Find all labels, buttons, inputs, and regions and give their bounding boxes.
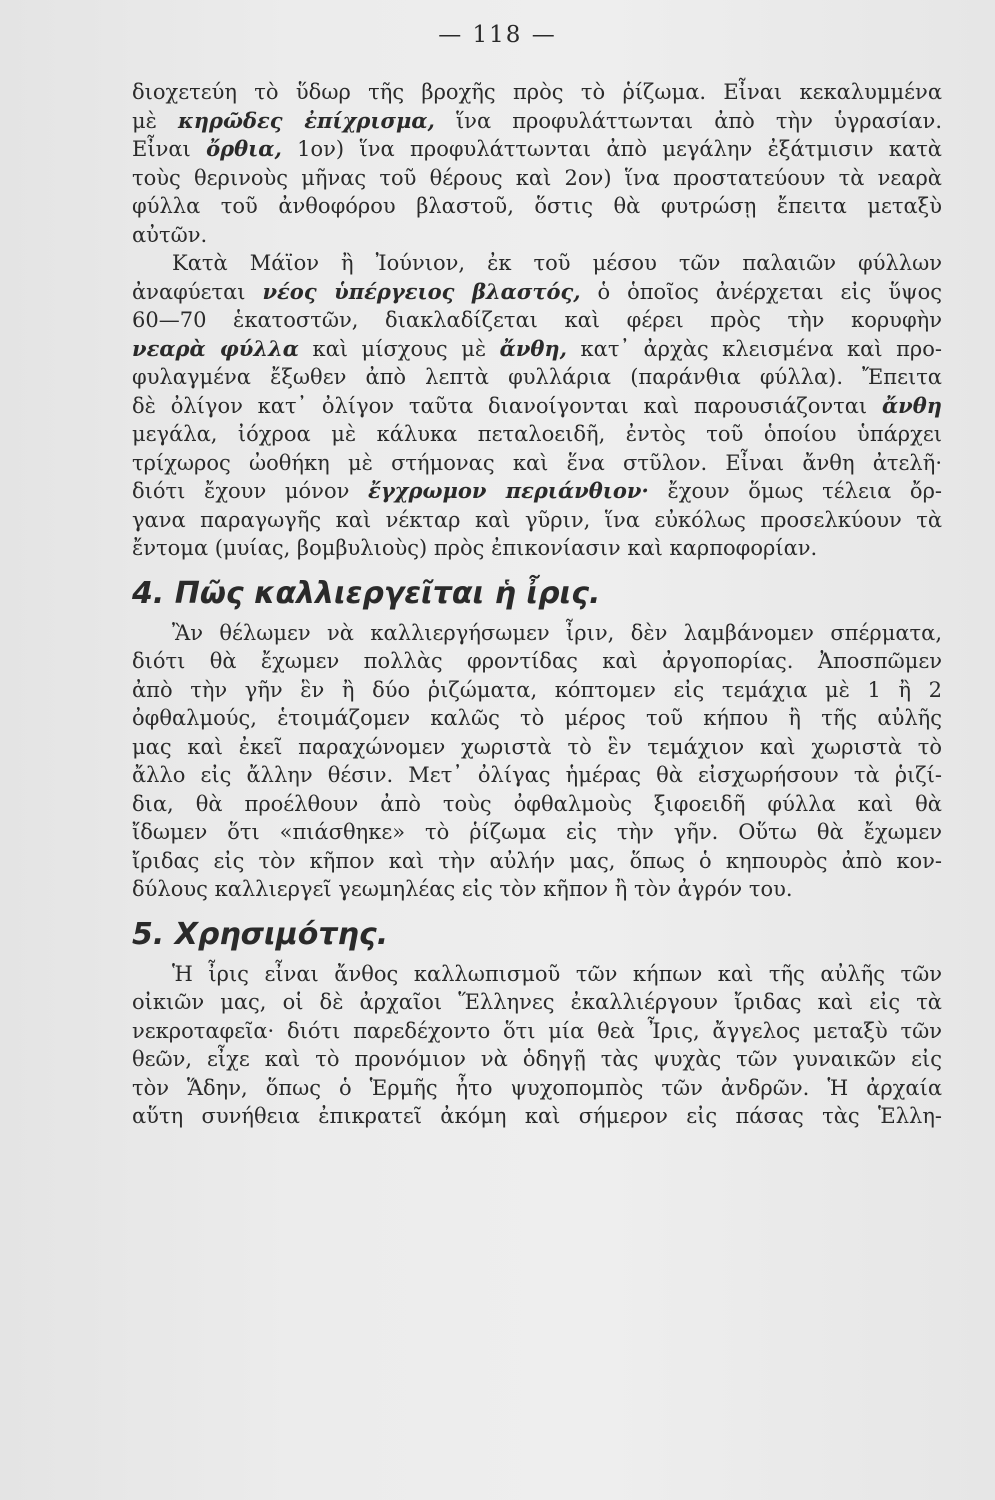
text-line: τρίχωρος ὠοθήκη μὲ στήμονας καὶ ἕνα στῦλον. Εἶναι ἄνθη ἀτελῆ· (132, 450, 942, 475)
text-line: αὕτη συνήθεια ἐπικρατεῖ ἀκόμη καὶ σήμερον εἰς πάσας τὰς Ἑλλη- (132, 1104, 942, 1128)
text-line: ἔντομα (μυίας, βομβυλιοὺς) πρὸς ἐπικονίασιν καὶ καρποφορίαν. (132, 536, 818, 560)
page-number: — 118 — (438, 22, 557, 48)
text-line: οἰκιῶν μας, οἱ δὲ ἀρχαῖοι Ἕλληνες ἐκαλλιέργουν ἴριδας καὶ εἰς τὰ (132, 990, 942, 1014)
text-line: αὐτῶν. (132, 222, 208, 247)
text-line: μεγάλα, ἰόχροα μὲ κάλυκα πεταλοειδῆ, ἐντὸς τοῦ ὁποίου ὑπάρχει (132, 422, 942, 446)
paragraph-flowering-stem (132, 249, 942, 563)
text-line: ἄλλο εἰς ἄλλην θέσιν. Μετ᾿ ὀλίγας ἡμέρας θὰ εἰσχωρήσουν τὰ ῥιζί- (132, 763, 942, 787)
emphasis-term: ἄνθη, (499, 335, 567, 361)
text-line: φυλαγμένα ἔξωθεν ἀπὸ λεπτὰ φυλλάρια (παράνθια φύλλα). Ἔπειτα (132, 365, 942, 389)
paragraph-leaf-description (132, 78, 942, 249)
text-line: διοχετεύη τὸ ὕδωρ τῆς βροχῆς πρὸς τὸ ῥίζωμα. Εἶναι κεκαλυμμένα (132, 80, 942, 104)
emphasis-term: ἄνθη (881, 392, 942, 418)
text-line: δια, θὰ προέλθουν ἀπὸ τοὺς ὀφθαλμοὺς ξιφοειδῆ φύλλα καὶ θὰ (132, 791, 942, 816)
text-line: ὀφθαλμούς, ἑτοιμάζομεν καλῶς τὸ μέρος τοῦ κήπου ἢ τῆς αὐλῆς (132, 706, 942, 730)
text-line: νεκροταφεῖα· διότι παρεδέχοντο ὅτι μία θεὰ Ἶρις, ἄγγελος μεταξὺ τῶν (132, 1018, 942, 1043)
emphasis-term: νέος ὑπέργειος βλαστός, (262, 278, 581, 304)
text-line: Ἂν θέλωμεν νὰ καλλιεργήσωμεν ἶριν, δὲν λαμβάνομεν σπέρματα, (172, 620, 942, 645)
paragraph-cultivation (132, 619, 942, 904)
text-line: ἴδωμεν ὅτι «πιάσθηκε» τὸ ῥίζωμα εἰς τὴν γῆν. Οὕτω θὰ ἔχωμεν (132, 820, 942, 844)
emphasis-term: νεαρὰ φύλλα (132, 335, 299, 361)
text-line: μὲ κηρῶδες ἐπίχρισμα, ἵνα προφυλάττωνται ἀπὸ τὴν ὑγρασίαν. (132, 107, 942, 133)
text-line: ἀπὸ τὴν γῆν ἓν ἢ δύο ῥιζώματα, κόπτομεν εἰς τεμάχια μὲ 1 ἢ 2 (132, 677, 942, 702)
text-line: γανα παραγωγῆς καὶ νέκταρ καὶ γῦριν, ἵνα εὐκόλως προσελκύουν τὰ (132, 507, 942, 532)
text-line: Εἶναι ὄρθια, 1ον) ἵνα προφυλάττωνται ἀπὸ μεγάλην ἐξάτμισιν κατὰ (132, 136, 942, 161)
section-heading-usefulness: 5. Χρησιμότης. (132, 916, 389, 952)
text-line: 60—70 ἑκατοστῶν, διακλαδίζεται καὶ φέρει πρὸς τὴν κορυφὴν (132, 308, 942, 332)
text-line: δύλους καλλιεργεῖ γεωμηλέας εἰς τὸν κῆπον ἢ τὸν ἀγρόν του. (132, 877, 793, 901)
section-heading-cultivation: 4. Πῶς καλλιεργεῖται ἡ ἶρις. (132, 575, 601, 611)
text-line: νεαρὰ φύλλα καὶ μίσχους μὲ ἄνθη, κατ᾿ ἀρχὰς κλεισμένα καὶ προ- (132, 335, 942, 361)
text-line: ἴριδας εἰς τὸν κῆπον καὶ τὴν αὐλήν μας, ὅπως ὁ κηπουρὸς ἀπὸ κον- (132, 848, 942, 873)
emphasis-term: ἔγχρωμον περιάνθιον· (368, 478, 649, 503)
emphasis-term: ὄρθια, (206, 136, 282, 161)
text-line: διότι θὰ ἔχωμεν πολλὰς φροντίδας καὶ ἀργοπορίας. Ἀποσπῶμεν (132, 649, 942, 673)
body-text (132, 78, 942, 1131)
paragraph-usefulness (132, 960, 942, 1131)
text-line: διότι ἔχουν μόνον ἔγχρωμον περιάνθιον· ἔχουν ὅμως τέλεια ὄρ- (132, 478, 943, 503)
text-line: μας καὶ ἐκεῖ παραχώνομεν χωριστὰ τὸ ἓν τεμάχιον καὶ χωριστὰ τὸ (132, 734, 942, 759)
text-line: φύλλα τοῦ ἀνθοφόρου βλαστοῦ, ὅστις θὰ φυτρώσῃ ἔπειτα μεταξὺ (132, 194, 942, 218)
text-line: τὸν Ἅδην, ὅπως ὁ Ἑρμῆς ἦτο ψυχοπομπὸς τῶν ἀνδρῶν. Ἡ ἀρχαία (132, 1075, 942, 1100)
emphasis-term: κηρῶδες ἐπίχρισμα, (178, 107, 435, 133)
text-line: θεῶν, εἶχε καὶ τὸ προνόμιον νὰ ὁδηγῇ τὰς ψυχὰς τῶν γυναικῶν εἰς (132, 1047, 942, 1071)
text-line: Ἡ ἶρις εἶναι ἄνθος καλλωπισμοῦ τῶν κήπων καὶ τῆς αὐλῆς τῶν (172, 961, 942, 986)
text-line: ἀναφύεται νέος ὑπέργειος βλαστός, ὁ ὁποῖος ἀνέρχεται εἰς ὕψος (132, 278, 942, 304)
text-line: Κατὰ Μάϊον ἢ Ἰούνιον, ἐκ τοῦ μέσου τῶν παλαιῶν φύλλων (172, 251, 942, 275)
text-line: δὲ ὀλίγον κατ᾿ ὀλίγον ταῦτα διανοίγονται καὶ παρουσιάζονται ἄνθη (132, 392, 942, 418)
text-line: τοὺς θερινοὺς μῆνας τοῦ θέρους καὶ 2ον) ἵνα προστατεύουν τὰ νεαρὰ (132, 165, 942, 190)
